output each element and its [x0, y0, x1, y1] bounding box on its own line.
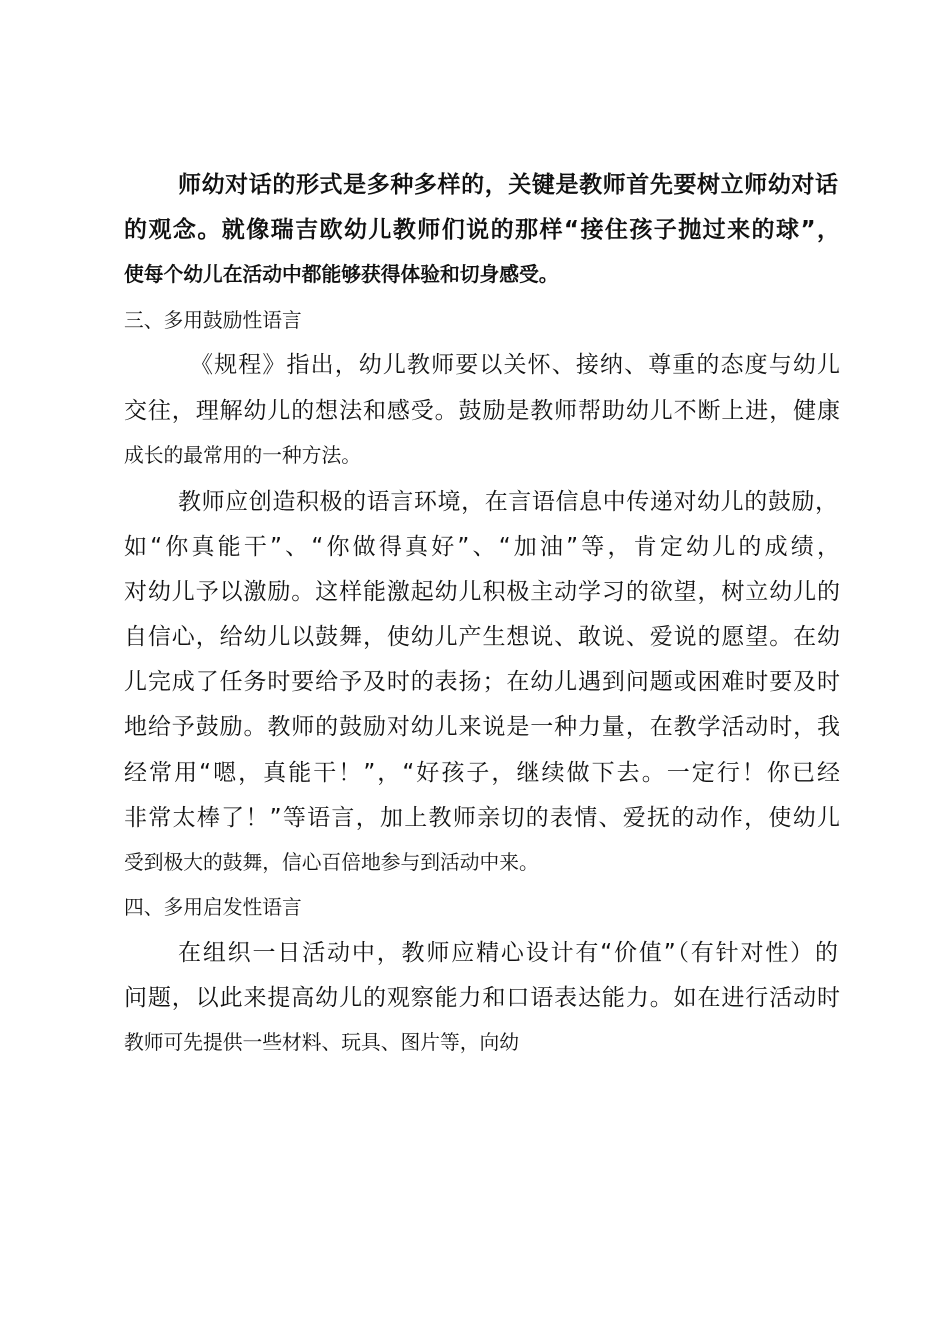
paragraph-line: 《规程》指出，幼儿教师要以关怀、接纳、尊重的态度与幼儿 [190, 352, 842, 378]
paragraph-line: 对幼儿予以激励。这样能激起幼儿积极主动学习的欲望，树立幼儿的 [124, 579, 841, 605]
paragraph-line: 非常太棒了！”等语言，加上教师亲切的表情、爱抚的动作，使幼儿 [124, 805, 842, 831]
paragraph-line: 问题，以此来提高幼儿的观察能力和口语表达能力。如在进行活动时 [124, 985, 841, 1011]
paragraph-line: 教师应创造积极的语言环境，在言语信息中传递对幼儿的鼓励， [178, 489, 839, 515]
paragraph-line: 地给予鼓励。教师的鼓励对幼儿来说是一种力量，在教学活动时，我 [124, 714, 841, 740]
paragraph-line: 儿完成了任务时要给予及时的表扬；在幼儿遇到问题或困难时要及时 [124, 669, 841, 695]
section-heading: 三、多用鼓励性语言 [124, 309, 302, 332]
paragraph-line: 如“你真能干”、“你做得真好”、“加油”等，肯定幼儿的成绩， [124, 534, 844, 560]
paragraph-line: 使每个幼儿在活动中都能够获得体验和切身感受。 [124, 263, 559, 286]
paragraph-line: 在组织一日活动中，教师应精心设计有“价值”（有针对性）的 [178, 940, 840, 966]
section-heading: 四、多用启发性语言 [124, 896, 302, 919]
paragraph-line: 自信心，给幼儿以鼓舞，使幼儿产生想说、敢说、爱说的愿望。在幼 [124, 624, 841, 650]
paragraph-line: 师幼对话的形式是多种多样的，关键是教师首先要树立师幼对话 [178, 172, 839, 198]
paragraph-line: 经常用“嗯，真能干！”，“好孩子，继续做下去。一定行！你已经 [124, 760, 843, 786]
paragraph-line: 的观念。就像瑞吉欧幼儿教师们说的那样“接住孩子抛过来的球”， [124, 217, 842, 243]
paragraph-line: 教师可先提供一些材料、玩具、图片等，向幼 [124, 1031, 520, 1054]
paragraph-line: 成长的最常用的一种方法。 [124, 444, 362, 467]
paragraph-line: 受到极大的鼓舞，信心百倍地参与到活动中来。 [124, 851, 539, 874]
paragraph-line: 交往，理解幼儿的想法和感受。鼓励是教师帮助幼儿不断上进，健康 [124, 398, 841, 424]
